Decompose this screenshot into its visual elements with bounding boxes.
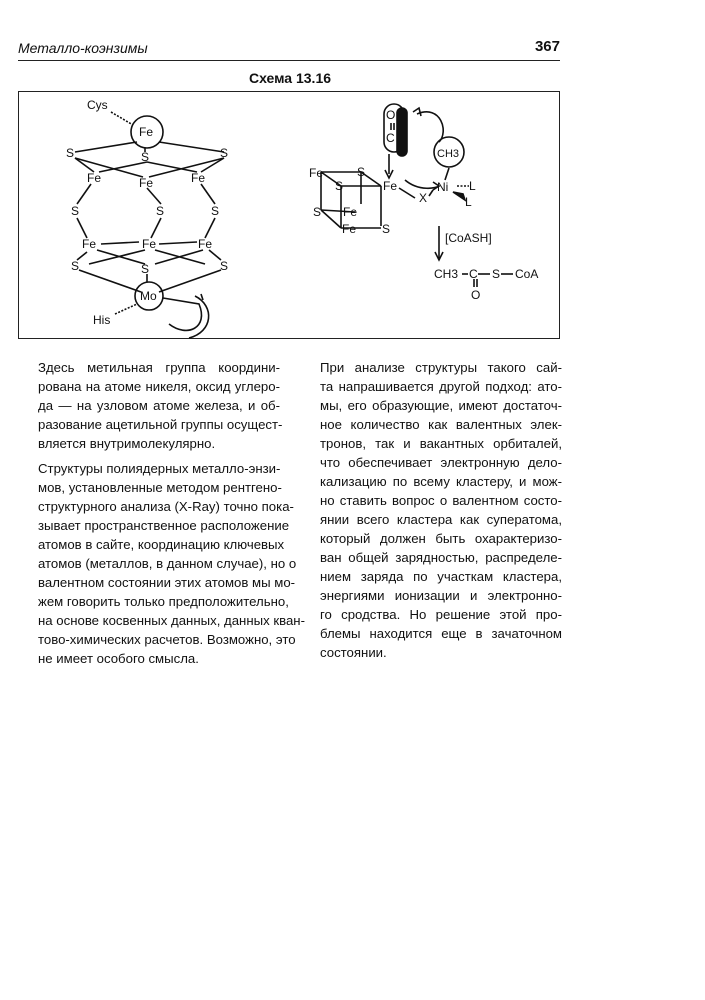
coash-label: [CoASH]: [445, 231, 492, 245]
text-line: разование ацетильной группы осущест-: [38, 417, 283, 432]
fe-label: Fe: [191, 171, 206, 185]
fe4s4-cluster: [321, 104, 513, 287]
cys-label: Cys: [87, 98, 108, 112]
text-line: который должен быть охарактеризо-: [320, 531, 562, 546]
text-line: зывает пространственное расположение: [38, 518, 290, 533]
text-line: атомов в сайте, координацию ключевых: [38, 537, 285, 552]
text-line: кализацию по всему кластеру, и мож-: [320, 474, 562, 489]
running-head: [18, 38, 560, 60]
text-line: структурного анализа (X-Ray) точно пока-: [38, 499, 294, 514]
text-line: тово-химических расчетов. Возможно, это: [38, 632, 296, 647]
homocitrate-ring: [163, 298, 202, 330]
text-line: на основе косвенных данных, данных кван-: [38, 613, 305, 628]
right-paragraph-1: [300, 358, 562, 662]
text-line: не имеет особого смысла.: [38, 651, 199, 666]
s-label: S: [335, 179, 344, 193]
x-label: X: [419, 191, 428, 205]
text-line: ван общей зарядностью, распределе-: [320, 550, 562, 565]
left-column: [18, 358, 305, 668]
femo-labels: [66, 98, 228, 327]
running-title: Металло-коэнзимы: [18, 40, 148, 56]
text-line: тронов, так и вакантных орбиталей,: [320, 436, 562, 451]
fe-label: Fe: [309, 166, 324, 180]
text-line: При анализе структуры такого сай-: [320, 360, 562, 375]
fe-label: Fe: [198, 237, 213, 251]
fe-label: Fe: [82, 237, 97, 251]
c-label: C: [386, 131, 395, 145]
text-line: мов, установленные методом рентгено-: [38, 480, 282, 495]
header-rule: [18, 60, 560, 61]
fe-label: Fe: [87, 171, 102, 185]
text-line: валентном состоянии этих атомов мы мо-: [38, 575, 296, 590]
text-line: нием заряда по участкам кластера,: [320, 569, 562, 584]
product-c-label: C: [469, 267, 478, 281]
text-line: Структуры полиядерных металло-энзи-: [38, 461, 281, 476]
l-label: L: [465, 195, 472, 209]
product-s-label: S: [492, 267, 501, 281]
fe-label: Fe: [139, 176, 154, 190]
his-label: His: [93, 313, 111, 327]
s-label: S: [211, 204, 220, 218]
s-label: S: [141, 262, 150, 276]
his-bond: [115, 304, 137, 314]
o-label: O: [386, 108, 396, 122]
page-number: 367: [534, 38, 560, 55]
mo-label: Mo: [140, 289, 157, 303]
text-line: состоянии.: [320, 645, 387, 660]
text-line: что обеспечивает электронную дело-: [320, 455, 562, 470]
text-line: энергиями ионизации и электронно-: [320, 588, 562, 603]
s-label: S: [66, 146, 75, 160]
product-ch3-label: CH3: [434, 267, 459, 281]
s-label: S: [220, 146, 229, 160]
ni-label: Ni: [437, 180, 449, 194]
s-label: S: [71, 204, 80, 218]
text-line: мы, его образующие, имеют достаточ-: [320, 398, 562, 413]
text-line: атомов (металлов, в данном случае), но о: [38, 556, 297, 571]
scheme-diagram: [19, 92, 561, 340]
text-line: ное количество как валентных элек-: [320, 417, 562, 432]
text-line: янии всего кластера как суператома,: [320, 512, 562, 527]
s-label: S: [156, 204, 165, 218]
left-paragraph-2: [18, 459, 305, 668]
s-label: S: [71, 259, 80, 273]
co-shadow: [397, 108, 407, 156]
text-line: та напрашивается другой подход: ато-: [320, 379, 562, 394]
femo-cofactor: [75, 112, 224, 338]
s-label: S: [220, 259, 229, 273]
scheme-figure: [18, 91, 560, 339]
curved-arrow: [417, 112, 443, 142]
text-line: но ставить вопрос о валентном состо-: [320, 493, 562, 508]
fe-label: Fe: [343, 205, 358, 219]
fe-top-label: Fe: [139, 125, 154, 139]
left-paragraph-1: [18, 358, 283, 453]
text-line: да — на узловом атоме железа, и об-: [38, 398, 280, 413]
text-line: го сродства. Но решение этой про-: [320, 607, 562, 622]
fe-label: Fe: [342, 222, 357, 236]
product-o-label: O: [471, 288, 481, 302]
text-line: вляется внутримолекулярно.: [38, 436, 216, 451]
s-label: S: [357, 165, 366, 179]
fe-label: Fe: [142, 237, 157, 251]
l-label: L: [469, 179, 476, 193]
text-line: Здесь метильная группа координи-: [38, 360, 280, 375]
s-label: S: [141, 150, 150, 164]
text-line: жем говорить только предположительно,: [38, 594, 289, 609]
text-line: рована на атоме никеля, оксид углеро-: [38, 379, 280, 394]
right-column: [300, 358, 562, 662]
s-label: S: [313, 205, 322, 219]
cys-bond: [111, 112, 133, 125]
ch3-label: CH3: [437, 148, 460, 160]
product-coa-label: CoA: [515, 267, 539, 281]
fe4s4-labels: [309, 108, 538, 302]
text-line: блемы находится еще в зачаточном: [320, 626, 562, 641]
fe-label: Fe: [383, 179, 398, 193]
s-label: S: [382, 222, 391, 236]
scheme-caption: Схема 13.16: [248, 70, 332, 86]
